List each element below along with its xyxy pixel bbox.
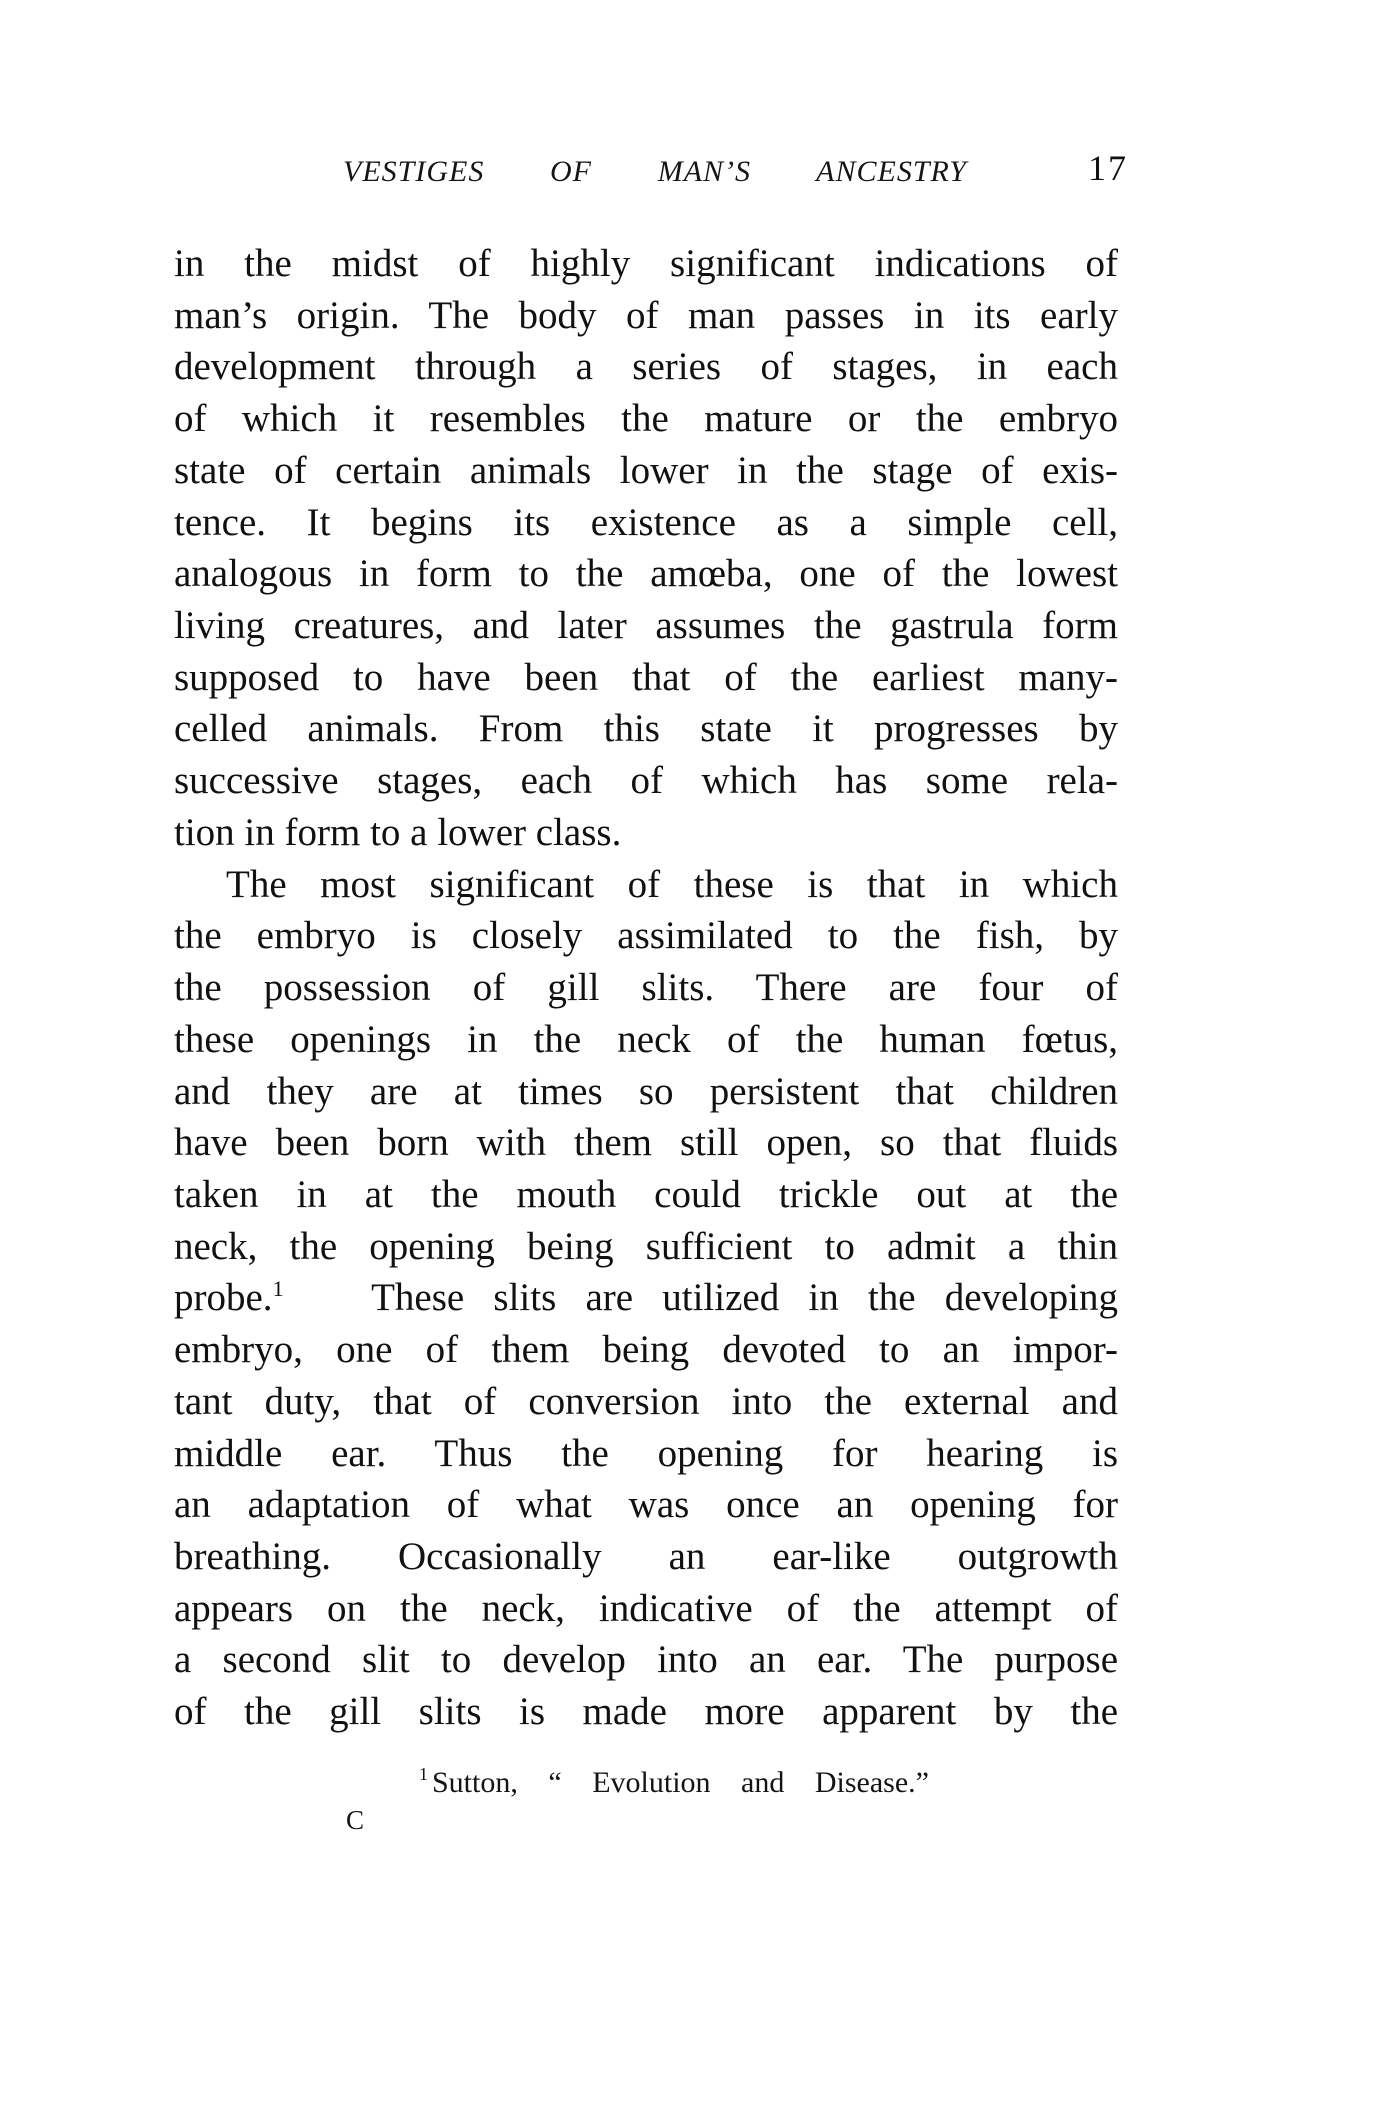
text-line: breathing. Occasionally an ear-like outgrowth — [174, 1534, 1118, 1578]
text-line: of which it resembles the mature or the embryo — [174, 397, 1118, 441]
text-line: celled animals. From this state it progresses by — [174, 707, 1118, 751]
text-line: neck, the opening being sufficient to admit a thin — [174, 1224, 1118, 1268]
text-line: tant duty, that of conversion into the external and — [174, 1379, 1118, 1423]
text-line: taken in at the mouth could trickle out at the — [174, 1172, 1118, 1216]
text-line: these openings in the neck of the human fœtus, — [174, 1017, 1118, 1061]
text-line: supposed to have been that of the earliest many- — [174, 655, 1118, 699]
footnote — [419, 1764, 929, 1802]
text-line: successive stages, each of which has some rela- — [174, 759, 1118, 803]
text-line: tence. It begins its existence as a simple cell, — [174, 500, 1118, 544]
text-line-indented: The most significant of these is that in which — [226, 862, 1118, 906]
text-line: middle ear. Thus the opening for hearing is — [174, 1431, 1118, 1475]
text-fragment: probe. — [174, 1276, 273, 1320]
text-line: the embryo is closely assimilated to the fish, by — [174, 914, 1118, 958]
footnote-text: Sutton, “ Evolution and Disease.” — [432, 1766, 929, 1799]
text-line: development through a series of stages, in each — [174, 345, 1118, 389]
text-line: have been born with them still open, so that fluids — [174, 1121, 1118, 1165]
text-line: man’s origin. The body of man passes in its early — [174, 293, 1118, 337]
footnote-reference[interactable]: 1 — [272, 1276, 284, 1302]
footnote-mark: 1 — [419, 1764, 428, 1784]
page-number: 17 — [1088, 148, 1128, 188]
text-line: analogous in form to the amœba, one of the lowest — [174, 552, 1118, 596]
signature-mark: C — [346, 1805, 365, 1835]
text-line: appears on the neck, indicative of the attempt of — [174, 1586, 1118, 1630]
text-line: an adaptation of what was once an opening for — [174, 1483, 1118, 1527]
text-line: state of certain animals lower in the stage of exis- — [174, 448, 1118, 492]
text-line: of the gill slits is made more apparent by the — [174, 1690, 1118, 1734]
text-line: embryo, one of them being devoted to an impor- — [174, 1328, 1118, 1372]
running-header-title: VESTIGES OF MAN’S ANCESTRY — [343, 155, 967, 188]
text-line-with-footnote — [174, 1272, 1118, 1324]
text-line: tion in form to a lower class. — [174, 810, 622, 854]
text-line: the possession of gill slits. There are four of — [174, 966, 1118, 1010]
text-line: a second slit to develop into an ear. The purpose — [174, 1638, 1118, 1682]
text-line: in the midst of highly significant indications of — [174, 242, 1118, 285]
body-text — [174, 238, 1118, 1738]
text-fragment: These slits are utilized in the developing — [371, 1276, 1119, 1320]
text-line: living creatures, and later assumes the gastrula form — [174, 604, 1118, 648]
text-line: and they are at times so persistent that children — [174, 1069, 1118, 1113]
